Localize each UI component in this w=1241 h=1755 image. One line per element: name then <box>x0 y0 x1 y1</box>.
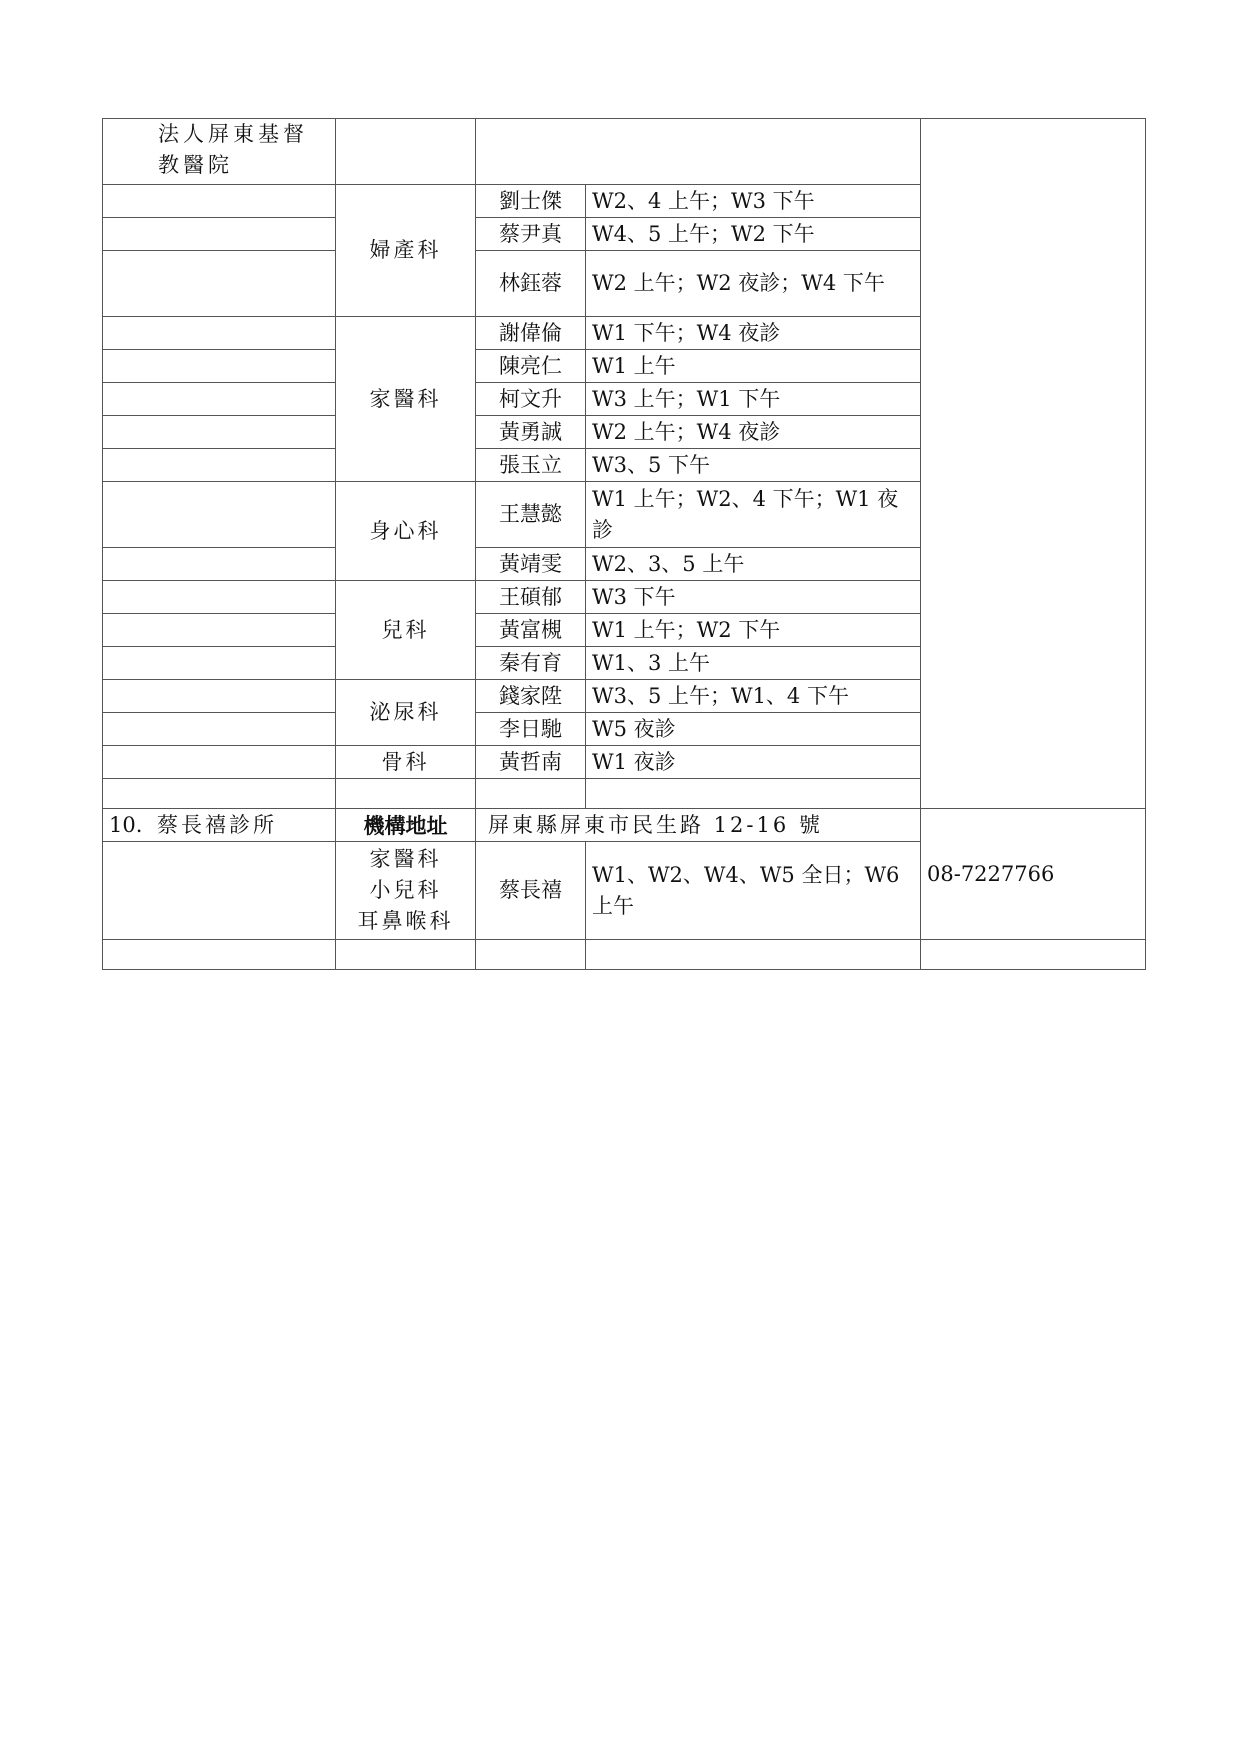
doctor-name: 黃哲南 <box>476 746 586 779</box>
institution-name-line2: 教醫院 <box>158 153 233 177</box>
schedule: W3、5 上午；W1、4 下午 <box>586 680 921 713</box>
institution-name-line1: 法人屏東基督 <box>158 122 308 146</box>
schedule: W3 下午 <box>586 581 921 614</box>
table-row <box>103 119 1146 185</box>
doctor-name: 張玉立 <box>476 449 586 482</box>
clinic-number: 10. <box>109 812 143 837</box>
dept-name: 身心科 <box>336 482 476 581</box>
schedule: W1 上午；W2、4 下午；W1 夜診 <box>586 482 921 548</box>
institution-name <box>103 119 336 185</box>
doctor-name: 王慧懿 <box>476 482 586 548</box>
schedule: W2 上午；W2 夜診；W4 下午 <box>586 251 921 317</box>
address-label: 機構地址 <box>336 809 476 842</box>
dept-name: 小兒科 <box>369 878 442 902</box>
dept-name: 泌尿科 <box>336 680 476 746</box>
schedule: W1 上午；W2 下午 <box>586 614 921 647</box>
schedule: W2 上午；W4 夜診 <box>586 416 921 449</box>
doctor-name: 秦有育 <box>476 647 586 680</box>
schedule: W4、5 上午；W2 下午 <box>586 218 921 251</box>
doctor-name: 李日馳 <box>476 713 586 746</box>
schedule: W3、5 下午 <box>586 449 921 482</box>
doctor-name: 黃富槻 <box>476 614 586 647</box>
doctor-name: 劉士傑 <box>476 185 586 218</box>
doctor-name: 謝偉倫 <box>476 317 586 350</box>
doctor-name: 蔡長禧 <box>476 842 586 940</box>
schedule: W1 夜診 <box>586 746 921 779</box>
clinic-phone: 08-7227766 <box>921 809 1146 940</box>
dept-name: 骨科 <box>336 746 476 779</box>
schedule: W3 上午；W1 下午 <box>586 383 921 416</box>
phone-cell <box>921 119 1146 809</box>
dept-name: 家醫科 <box>369 847 442 871</box>
dept-name: 兒科 <box>336 581 476 680</box>
doctor-name: 黃勇誠 <box>476 416 586 449</box>
dept-name: 家醫科 <box>336 317 476 482</box>
doctor-name: 錢家陞 <box>476 680 586 713</box>
doctor-name: 蔡尹真 <box>476 218 586 251</box>
schedule: W5 夜診 <box>586 713 921 746</box>
dept-list <box>336 842 476 940</box>
dept-name: 婦產科 <box>336 185 476 317</box>
schedule: W2、4 上午；W3 下午 <box>586 185 921 218</box>
dept-name: 耳鼻喉科 <box>357 909 454 933</box>
doctor-name: 柯文升 <box>476 383 586 416</box>
schedule: W1、W2、W4、W5 全日；W6 上午 <box>586 842 921 940</box>
doctor-name: 王碩郁 <box>476 581 586 614</box>
doctor-name: 陳亮仁 <box>476 350 586 383</box>
schedule: W1 下午；W4 夜診 <box>586 317 921 350</box>
clinic-schedule-table <box>102 118 1146 970</box>
schedule: W1 上午 <box>586 350 921 383</box>
schedule: W2、3、5 上午 <box>586 548 921 581</box>
table-row-empty <box>103 940 1146 970</box>
table-row <box>103 809 1146 842</box>
clinic-entry <box>103 809 336 842</box>
doctor-name: 黃靖雯 <box>476 548 586 581</box>
schedule: W1、3 上午 <box>586 647 921 680</box>
doctor-name: 林鈺蓉 <box>476 251 586 317</box>
clinic-address: 屏東縣屏東市民生路 12-16 號 <box>476 809 921 842</box>
clinic-name: 蔡長禧診所 <box>157 812 277 837</box>
